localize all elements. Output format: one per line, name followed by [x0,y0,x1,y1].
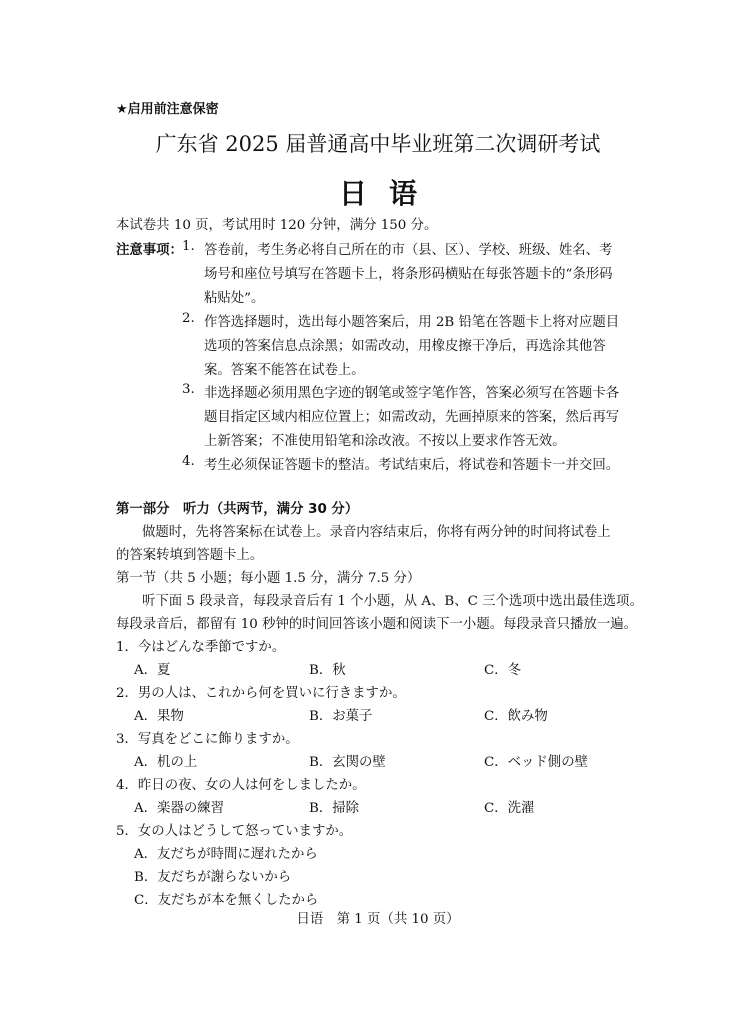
section1-heading: 第一节（共 5 小题；每小题 1.5 分，满分 7.5 分） [116,571,421,586]
note-line: 场号和座位号填写在答题卡上，将条形码横贴在每张答题卡的“条形码 [204,267,613,282]
part1-instruction: 的答案转填到答题卡上。 [116,548,264,563]
note-line: 题目指定区域内相应位置上；如需改动，先画掉原来的答案，然后再写 [204,410,620,425]
notes-label: 注意事项： [116,243,183,258]
question-text: 3．写真をどこに飾りますか。 [116,732,299,747]
note-number: 4. [182,454,195,469]
note-line: 案。答案不能答在试卷上。 [204,363,365,378]
note-line: 作答选择题时，选出每小题答案后，用 2B 铅笔在答题卡上将对应题目 [204,315,620,330]
option-b: B．お菓子 [309,709,373,724]
confidential-notice: ★启用前注意保密 [116,102,219,117]
option-c: C．飲み物 [484,709,548,724]
option-b: B．玄関の壁 [309,755,386,770]
note-line: 上新答案；不准使用铅笔和涂改液。不按以上要求作答无效。 [204,434,566,449]
option-c: C．冬 [484,663,522,678]
note-line: 答卷前，考生务必将自己所在的市（县、区）、学校、班级、姓名、考 [204,243,613,258]
option-c: C．洗濯 [484,801,535,816]
page-footer: 日语 第 1 页（共 10 页） [296,912,460,927]
note-number: 3. [182,382,195,397]
question-text: 1．今はどんな季節ですか。 [116,640,286,655]
option-c: C．友だちが本を無くしたから [134,893,319,908]
note-line: 非选择题必须用黑色字迹的钢笔或签字笔作答，答案必须写在答题卡各 [204,386,620,401]
option-a: A．机の上 [134,755,198,770]
note-number: 1. [182,239,195,254]
question-text: 5．女の人はどうして怒っていますか。 [116,824,353,839]
exam-intro: 本试卷共 10 页，考试用时 120 分钟，满分 150 分。 [116,218,438,233]
note-number: 2. [182,311,195,326]
part1-instruction: 做题时，先将答案标在试卷上。录音内容结束后，你将有两分钟的时间将试卷上 [142,525,611,540]
note-line: 选项的答案信息点涂黑；如需改动，用橡皮擦干净后，再选涂其他答 [204,339,606,354]
option-a: A．楽器の練習 [134,801,225,816]
note-line: 考生必须保证答题卡的整洁。考试结束后，将试卷和答题卡一并交回。 [204,458,620,473]
option-b: B．掃除 [309,801,360,816]
section1-instruction: 每段录音后，都留有 10 秒钟的时间回答该小题和阅读下一小题。每段录音只播放一遍。 [116,617,638,632]
part1-heading: 第一部分 听力（共两节，满分 30 分） [116,502,359,517]
question-text: 2．男の人は、これから何を買いに行きますか。 [116,686,406,701]
note-line: 粘贴处”。 [204,291,265,306]
option-a: A．友だちが時間に遅れたから [134,847,318,862]
option-a: A．夏 [134,663,171,678]
subject-title: 日语 [338,177,439,210]
option-a: A．果物 [134,709,184,724]
option-b: B．友だちが謝らないから [134,870,292,885]
option-b: B．秋 [309,663,346,678]
exam-title: 广东省 2025 届普通高中毕业班第二次调研考试 [155,132,601,156]
option-c: C．ベッド側の壁 [484,755,588,770]
section1-instruction: 听下面 5 段录音，每段录音后有 1 个小题，从 A、B、C 三个选项中选出最佳选项。 [142,594,643,609]
question-text: 4．昨日の夜、女の人は何をしましたか。 [116,778,366,793]
